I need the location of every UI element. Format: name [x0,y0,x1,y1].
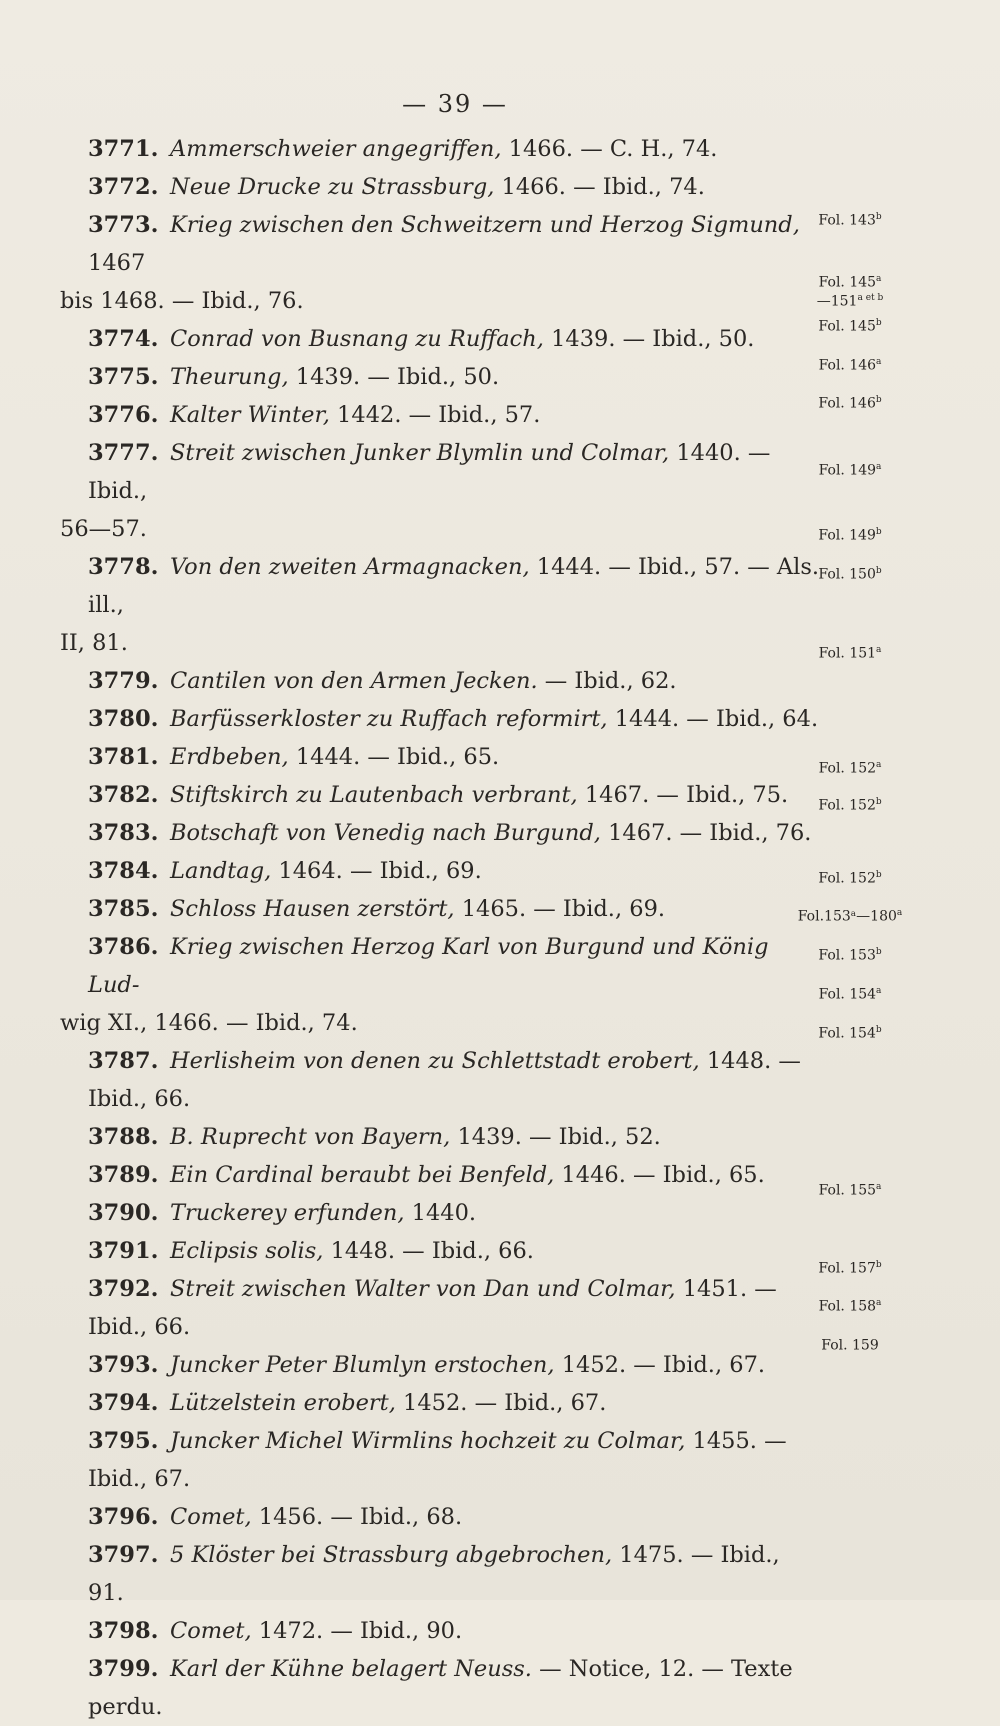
folio-text: Fol. 152 [818,797,876,814]
entry-number: 3776. [88,402,159,428]
folio-note [790,1182,910,1199]
entry-number: 3781. [88,744,159,770]
entry-number: 3798. [88,1618,159,1644]
entry [60,1118,820,1156]
folio-text: Fol. 154 [818,986,877,1003]
folio-note [790,986,910,1003]
entry-number: 3794. [88,1390,159,1416]
entry-reference: 1439. — Ibid., 50. [543,326,755,352]
entry-number: 3780. [88,706,159,732]
entry [60,852,820,890]
entry-continuation: wig XI., 1466. — Ibid., 74. [60,1010,358,1036]
folio-text: Fol. 150 [818,566,876,583]
folio-sup: a [876,357,882,367]
entry-title: Botschaft von Venedig nach Burgund, [170,820,601,846]
folio-text: Fol. 155 [818,1182,877,1199]
entry-number: 3783. [88,820,159,846]
folio-text: Fol. 154 [818,1025,876,1042]
entry-reference: 1466. — Ibid., 74. [494,174,705,200]
entry [60,396,820,434]
entry [60,1612,820,1650]
entry [60,1384,820,1422]
entry-title: Streit zwischen Junker Blymlin und Colmar, [170,440,670,466]
folio-note [790,1337,910,1354]
entry [60,1156,820,1194]
folio-sup: a [876,462,882,472]
folio-text: Fol. 152 [818,870,876,887]
folio-text: Fol. 149 [818,462,877,479]
entry [60,890,820,928]
entry-number: 3796. [88,1504,159,1530]
entry-title: Comet, [170,1504,252,1530]
folio-text: Fol. 146 [818,357,877,374]
entry-number: 3772. [88,174,159,200]
entry-list [60,130,820,1726]
folio-note [790,318,910,335]
entry-reference: 1452. — Ibid., 67. [554,1352,766,1378]
folio-sup: a [896,908,903,918]
folio-text: Fol. 145 [818,274,877,291]
entry-title: Kalter Winter, [170,402,330,428]
entry-title: Cantilen von den Armen Jecken. [170,668,538,694]
entry-number: 3797. [88,1542,159,1568]
folio-sup: b [875,797,882,807]
folio-text: —151 [816,293,858,310]
folio-sup: a et b [857,293,884,303]
folio-note [790,357,910,374]
entry [60,1232,820,1270]
entry-reference: 1444. — Ibid., 65. [288,744,500,770]
entry [60,206,820,320]
folio-note [790,212,910,229]
entry [60,1498,820,1536]
entry-number: 3792. [88,1276,159,1302]
entry-reference: 1467. — Ibid., 75. [577,782,789,808]
entry-title: Streit zwischen Walter von Dan und Colmar, [170,1276,676,1302]
entry-title: Barfüsserkloster zu Ruffach reformirt, [170,706,608,732]
entry [60,434,820,548]
entry [60,320,820,358]
entry-reference: 1472. — Ibid., 90. [251,1618,463,1644]
entry-reference: 1439. — Ibid., 50. [288,364,500,390]
folio-text: Fol. 145 [818,318,876,335]
entry-reference: 1448. — Ibid., 66. [88,1048,801,1112]
folio-sup: b [875,318,882,328]
folio-sup: b [875,947,882,957]
entry-reference: 1444. — Ibid., 64. [607,706,819,732]
entry-reference: — Notice, 12. — Texte perdu. [88,1656,793,1720]
entry-number: 3789. [88,1162,159,1188]
entry-reference: 1446. — Ibid., 65. [554,1162,765,1188]
folio-text: Fol. 159 [821,1337,879,1354]
entry [60,130,820,168]
folio-sup: a [876,274,882,284]
entry-title: Theurung, [170,364,289,390]
entry-reference: 1440. [404,1200,477,1226]
entry [60,1346,820,1384]
entry-number: 3793. [88,1352,159,1378]
folio-note [790,274,910,291]
entry-number: 3775. [88,364,159,390]
folio-sup: b [875,1260,882,1270]
entry-reference: 1455. — Ibid., 67. [88,1428,787,1492]
entry-reference: 1452. — Ibid., 67. [395,1390,607,1416]
entry-title: B. Ruprecht von Bayern, [170,1124,451,1150]
entry-reference: 1439. — Ibid., 52. [450,1124,661,1150]
folio-note [790,797,910,814]
entry-reference: 1456. — Ibid., 68. [251,1504,463,1530]
entry-reference: 1451. — Ibid., 66. [88,1276,777,1340]
entry-title: Krieg zwischen Herzog Karl von Burgund und König Lud- [88,934,769,998]
entry-reference: 1448. — Ibid., 66. [323,1238,534,1264]
entry-title: Krieg zwischen den Schweitzern und Herzog Sigmund, [170,212,800,238]
folio-note [790,1025,910,1042]
entry [60,358,820,396]
folio-sup: a [876,645,882,655]
entry [60,168,820,206]
folio-sup: a [876,1298,882,1308]
entry-reference: 1464. — Ibid., 69. [271,858,482,884]
entry [60,776,820,814]
folio-text: Fol. 151 [818,645,877,662]
entry-number: 3791. [88,1238,159,1264]
entry [60,1042,820,1118]
page-header: — 39 — [402,90,508,118]
folio-text: Fol. 146 [818,395,876,412]
folio-note [790,293,910,310]
entry-title: Neue Drucke zu Strassburg, [170,174,495,200]
folio-note [790,395,910,412]
folio-note [790,1298,910,1315]
folio-sup: a [876,986,882,996]
entry-number: 3787. [88,1048,159,1074]
entry-number: 3784. [88,858,159,884]
entry-reference: — Ibid., 62. [537,668,677,694]
entry-title: Juncker Michel Wirmlins hochzeit zu Colmar, [170,1428,686,1454]
entry-reference: 1440. — Ibid., [88,440,771,504]
entry-reference: 1475. — Ibid., 91. [88,1542,780,1606]
folio-text: Fol. 158 [818,1298,877,1315]
entry-title: Ammerschweier angegriffen, [170,136,502,162]
entry-number: 3778. [88,554,159,580]
entry-reference: 1467. — Ibid., 76. [600,820,812,846]
entry-title: Schloss Hausen zerstört, [170,896,455,922]
entry-reference: 1466. — C. H., 74. [501,136,718,162]
folio-text: Fol. 153 [818,947,876,964]
folio-text: Fol.153ᵃ—180 [797,908,897,925]
entry-title: 5 Klöster bei Strassburg abgebrochen, [170,1542,613,1568]
entry-number: 3795. [88,1428,159,1454]
entry [60,1422,820,1498]
entry-title: Conrad von Busnang zu Ruffach, [170,326,544,352]
entry [60,814,820,852]
entry-number: 3799. [88,1656,159,1682]
entry-title: Ein Cardinal beraubt bei Benfeld, [170,1162,555,1188]
entry-number: 3774. [88,326,159,352]
folio-sup: a [876,760,882,770]
entry-title: Karl der Kühne belagert Neuss. [170,1656,532,1682]
entry-title: Lützelstein erobert, [170,1390,396,1416]
entry [60,1650,820,1726]
entry-title: Landtag, [170,858,272,884]
entry-continuation: II, 81. [60,630,128,656]
folio-note [790,760,910,777]
entry-number: 3773. [88,212,159,238]
entry-continuation: bis 1468. — Ibid., 76. [60,288,304,314]
folio-note [790,947,910,964]
entry-title: Truckerey erfunden, [170,1200,405,1226]
entry [60,928,820,1042]
folio-sup: b [875,566,882,576]
entry-title: Herlisheim von denen zu Schlettstadt erobert, [170,1048,700,1074]
entry-number: 3777. [88,440,159,466]
folio-note [790,870,910,887]
entry-number: 3786. [88,934,159,960]
entry [60,548,820,662]
entry-title: Stiftskirch zu Lautenbach verbrant, [170,782,578,808]
folio-text: Fol. 143 [818,212,876,229]
entry-reference: 1465. — Ibid., 69. [454,896,666,922]
entry-title: Erdbeben, [170,744,289,770]
folio-text: Fol. 152 [818,760,877,777]
entry-title: Eclipsis solis, [170,1238,324,1264]
folio-text: Fol. 157 [818,1260,876,1277]
folio-note [790,1260,910,1277]
entry-reference: 1442. — Ibid., 57. [329,402,541,428]
folio-note [790,566,910,583]
entry-title: Von den zweiten Armagnacken, [170,554,530,580]
entry-title: Juncker Peter Blumlyn erstochen, [170,1352,555,1378]
entry-reference: 1444. — Ibid., 57. — Als. ill., [88,554,820,618]
entry-reference: 1467 [88,250,146,276]
entry-number: 3771. [88,136,159,162]
folio-sup: b [875,1025,882,1035]
entry [60,700,820,738]
entry [60,1536,820,1612]
folio-sup: b [875,395,882,405]
entry-continuation: 56—57. [60,516,147,542]
entry-number: 3782. [88,782,159,808]
entry-number: 3790. [88,1200,159,1226]
folio-sup: b [875,527,882,537]
folio-text: Fol. 149 [818,527,876,544]
folio-sup: a [876,1182,882,1192]
entry-title: Comet, [170,1618,252,1644]
folio-note [790,527,910,544]
folio-note [790,462,910,479]
folio-sup: b [875,870,882,880]
entry [60,662,820,700]
entry-number: 3785. [88,896,159,922]
entry [60,1194,820,1232]
folio-note [790,645,910,662]
folio-sup: b [875,212,882,222]
folio-note [790,908,910,925]
entry-number: 3779. [88,668,159,694]
entry-number: 3788. [88,1124,159,1150]
entry [60,738,820,776]
entry [60,1270,820,1346]
